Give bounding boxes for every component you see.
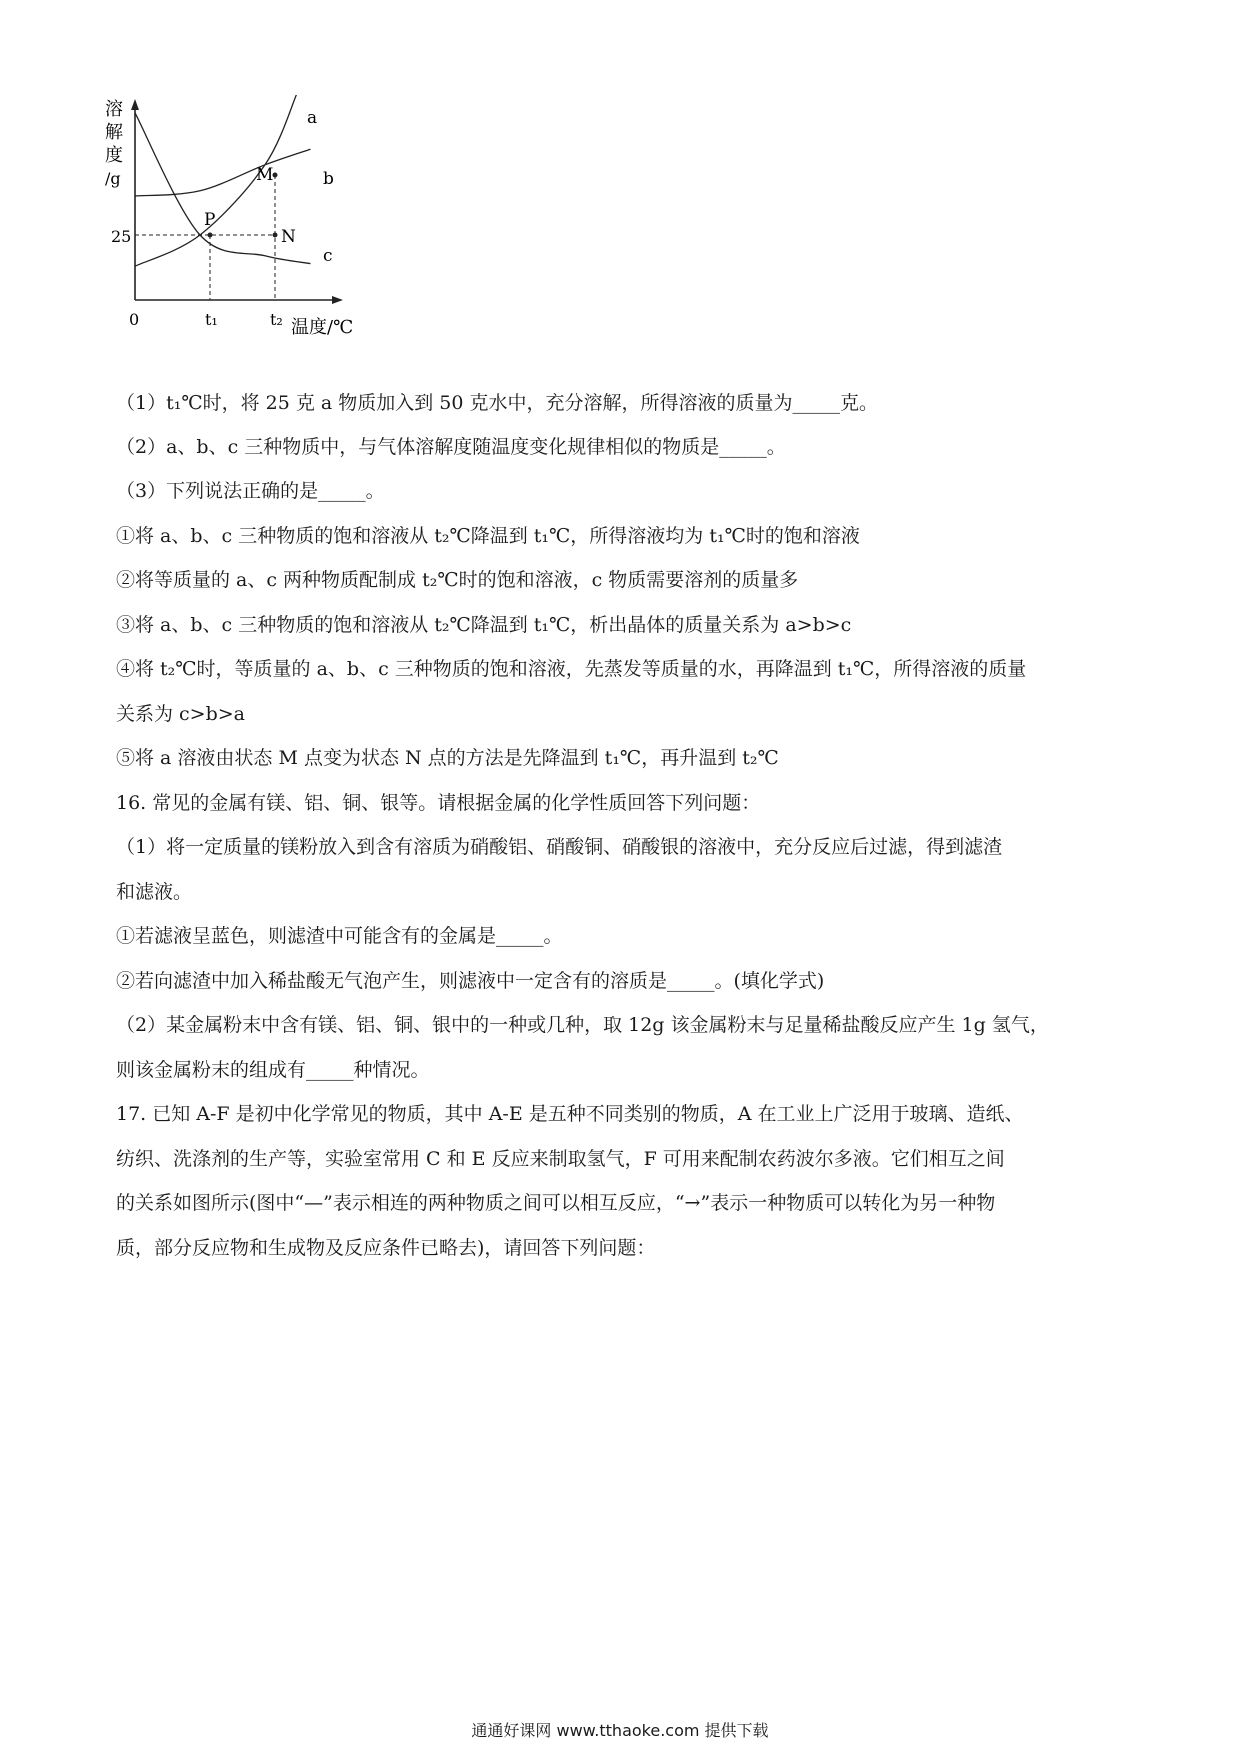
ylabel-char-1: 溶 [105, 99, 123, 120]
ylabel-char-2: 解 [105, 122, 123, 143]
text-line: ③将 a、b、c 三种物质的饱和溶液从 t₂℃降温到 t₁℃，析出晶体的质量关系为 a>b>c [116, 614, 852, 636]
xtick-t2: t₂ [270, 310, 283, 329]
label-P: P [204, 210, 216, 230]
text-line: ①将 a、b、c 三种物质的饱和溶液从 t₂℃降温到 t₁℃，所得溶液均为 t₁℃时的饱和溶液 [116, 525, 860, 547]
y-axis-arrow [131, 99, 139, 110]
text-line: ⑤将 a 溶液由状态 M 点变为状态 N 点的方法是先降温到 t₁℃，再升温到 t₂℃ [116, 747, 779, 769]
text-line: 则该金属粉末的组成有_____种情况。 [116, 1059, 430, 1081]
text-line: ①若滤液呈蓝色，则滤渣中可能含有的金属是_____。 [116, 925, 563, 947]
xtick-0: 0 [129, 310, 140, 329]
text-line: 纺织、洗涤剂的生产等，实验室常用 C 和 E 反应来制取氢气，F 可用来配制农药波尔多液。它们相互之间 [116, 1148, 1005, 1170]
text-line: 和滤液。 [116, 881, 193, 903]
text-line: 关系为 c>b>a [116, 703, 246, 725]
text-line: 17. 已知 A-F 是初中化学常见的物质，其中 A-E 是五种不同类别的物质，A 在工业上广泛用于玻璃、造纸、 [116, 1103, 1024, 1125]
ylabel-char-3: 度 [105, 145, 123, 166]
xtick-t1: t₁ [205, 310, 218, 329]
text-line: 16. 常见的金属有镁、铝、铜、银等。请根据金属的化学性质回答下列问题： [116, 792, 761, 814]
xlabel: 温度/℃ [291, 317, 354, 338]
text-line: ②若向滤渣中加入稀盐酸无气泡产生，则滤液中一定含有的溶质是_____。(填化学式) [116, 970, 825, 992]
series-label-a: a [307, 108, 318, 128]
text-line: ②将等质量的 a、c 两种物质配制成 t₂℃时的饱和溶液，c 物质需要溶剂的质量多 [116, 569, 799, 591]
ytick-25: 25 [111, 227, 132, 246]
point-P [208, 233, 213, 238]
series-label-b: b [323, 169, 334, 189]
point-N [273, 233, 278, 238]
text-line: ④将 t₂℃时，等质量的 a、b、c 三种物质的饱和溶液，先蒸发等质量的水，再降温到 t₁℃，所得溶液的质量 [116, 658, 1027, 680]
text-line: （2）a、b、c 三种物质中，与气体溶解度随温度变化规律相似的物质是_____。 [116, 436, 786, 458]
curve-b [135, 149, 311, 196]
text-line: 的关系如图所示(图中“—”表示相连的两种物质之间可以相互反应，“→”表示一种物质可以转化为另一种物 [116, 1192, 996, 1214]
solubility-chart [105, 95, 415, 385]
footer: 通通好课网 www.tthaoke.com 提供下载 [471, 1721, 769, 1740]
text-line: （2）某金属粉末中含有镁、铝、铜、银中的一种或几种，取 12g 该金属粉末与足量稀盐酸反应产生 1g 氢气， [116, 1014, 1049, 1036]
series-label-c: c [323, 246, 333, 266]
label-N: N [281, 227, 296, 247]
text-line: （3）下列说法正确的是_____。 [116, 480, 385, 502]
text-line: 质，部分反应物和生成物及反应条件已略去)，请回答下列问题： [116, 1237, 656, 1259]
text-line: （1）t₁℃时，将 25 克 a 物质加入到 50 克水中，充分溶解，所得溶液的质量为_____克。 [116, 392, 879, 414]
x-axis-arrow [332, 296, 343, 304]
text-line: （1）将一定质量的镁粉放入到含有溶质为硝酸铝、硝酸铜、硝酸银的溶液中，充分反应后过滤，得到滤渣 [116, 836, 1003, 858]
label-M: M [256, 165, 274, 185]
ylabel-char-4: /g [105, 169, 121, 188]
